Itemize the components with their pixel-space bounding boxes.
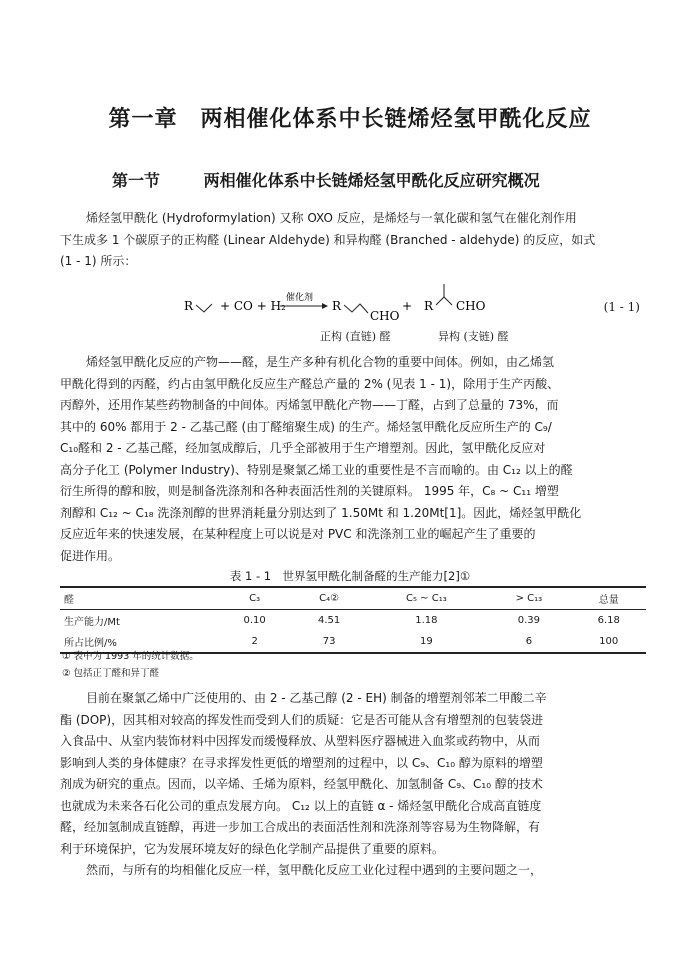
text-line: 入食品中、从室内装饰材料中因挥发而缓慢释放、从塑料医疗器械进入血浆或药物中，从而 [60,734,541,748]
text-line: 也就成为未来各石化公司的重点发展方向。 C₁₂ 以上的直链 α - 烯烃氢甲酰化合成高直链度 [60,798,542,813]
text-line: 利于环境保护，它为发展环境友好的绿色化学制产品提供了重要的原料。 [60,841,445,856]
table-caption: 表 1 - 1 世界氢甲酰化制备醛的生产能力[2]① [229,569,471,583]
text-line: 高分子化工 (Polymer Industry)、特别是聚氯乙烯工业的重要性是不言而喻的。由 C₁₂ 以上的醛 [60,462,573,477]
product2-cho: CHO [456,299,486,313]
text-line: 下生成多 1 个碳原子的正构醛 (Linear Aldehyde) 和异构醛 (Branched - aldehyde) 的反应，如式 [60,232,596,247]
table-cell: 1.18 [415,615,438,626]
table-header-cell: 醛 [60,587,217,610]
table-header-cell: 总量 [571,587,646,610]
table-cell: 100 [571,631,646,653]
table-cell: 19 [366,631,486,653]
text-line: C₁₀醛和 2 - 乙基己醛，经加氢成醇后，几乎全部被用于生产增塑剂。因此，氢甲酰化反应对 [60,441,546,455]
product2-r: R [424,299,434,313]
arrow-head [322,303,328,309]
table-header-cell: C₅ ~ C₁₃ [366,587,486,610]
table-cell: 6.18 [597,615,620,626]
chapter-title: 第一章 两相催化体系中长链烯烃氢甲酰化反应 [108,107,592,132]
table-header-cell: C₃ [217,587,292,610]
text-line: 促进作用。 [60,548,121,563]
reactant-plus: + CO + H₂ [220,299,286,313]
table-row [60,610,646,632]
table-cell: 0.39 [517,615,541,626]
section-heading: 两相催化体系中长链烯烃氢甲酰化反应研究概况 [203,171,540,190]
equation-number: (1 - 1) [603,300,640,314]
table-cell: 所占比例/% [60,631,217,653]
text-line: 衍生所得的醇和胺，则是制备洗涤剂和各种表面活性剂的关键原料。 1995 年，C₈ ~ C₁₁ 增塑 [60,484,559,498]
table-header-row [60,587,646,610]
text-line: (1 - 1) 所示： [60,254,137,268]
text-line: 烯烃氢甲酰化 (Hydroformylation) 又称 OXO 反应，是烯烃与一氧化碳和氢气在催化剂作用 [86,211,577,225]
table-cell: 2 [217,631,292,653]
catalyst-label: 催化剂 [286,293,314,303]
branched-aldehyde-label: 异构 (支链) 醛 [438,330,509,343]
table-cell: 6 [486,631,571,653]
paragraph-plasticizers [60,688,645,882]
product1-chain [344,304,368,313]
product1-r: R [332,299,342,313]
text-line: 剂成为研究的重点。因而，以辛烯、壬烯为原料，经氢甲酰化、加氢制备 C₉、C₁₀ 醇的技术 [60,777,543,791]
text-line: 影响到人类的身体健康？在寻求挥发性更低的增塑剂的过程中，以 C₉、C₁₀ 醇为原料的增塑 [60,755,543,770]
table-cell: 生产能力/Mt [64,617,120,628]
text-line: 烯烃氢甲酰化反应的产物——醛，是生产多种有机化合物的重要中间体。例如，由乙烯氢 [86,355,555,369]
production-capacity-table [60,586,646,654]
reaction-equation [180,280,640,343]
section-title [112,168,540,191]
reactant-r: R [184,299,194,313]
text-line: 醛，经加氢制成直链醇，再进一步加工合成出的表面活性剂和洗涤剂等容易为生物降解，有 [60,820,541,834]
alkene-bond [196,304,212,312]
product-plus: + [402,299,413,313]
text-line: 甲酰化得到的丙醛，约占由氢甲酰化反应生产醛总产量的 2% (见表 1 - 1)，除用于生产丙酸、 [60,376,560,391]
text-line: 目前在聚氯乙烯中广泛使用的、由 2 - 乙基己醇 (2 - EH) 制备的增塑剂邻苯二甲酸二辛 [86,691,547,705]
paragraph-products [60,352,645,567]
text-line: 酯 (DOP)，因其相对较高的挥发性而受到人们的质疑：它是否可能从含有增塑剂的包装袋进 [60,712,544,727]
product2-chain [436,297,452,305]
table-notes [62,648,199,682]
section-number: 第一节 [112,171,161,190]
table-note: ② 包括正丁醛和异丁醛 [62,668,160,679]
linear-aldehyde-label: 正构 (直链) 醛 [320,330,391,343]
table-cell: 4.51 [317,615,341,626]
table-note: ① 表中为 1993 年的统计数据。 [62,651,199,662]
text-line: 反应近年来的快速发展，在某种程度上可以说是对 PVC 和洗涤剂工业的崛起产生了重要的 [60,527,536,541]
text-line: 然而，与所有的均相催化反应一样，氢甲酰化反应工业化过程中遇到的主要问题之一， [86,863,543,877]
table-cell: 73 [292,631,367,653]
product1-cho: CHO [370,309,400,323]
paragraph-intro [60,208,645,273]
text-line: 剂醇和 C₁₂ ~ C₁₈ 洗涤剂醇的世界消耗量分别达到了 1.50Mt 和 1.20Mt[1]。因此，烯烃氢甲酰化 [60,505,582,520]
table-cell: 0.10 [243,615,266,626]
text-line: 丙醇外，还用作某些药物制备的中间体。丙烯氢甲酰化产物——丁醛，占到了总量的 73%，而 [60,398,559,412]
text-line: 其中的 60% 都用于 2 - 乙基己醛 (由丁醛缩聚生成) 的生产。烯烃氢甲酰化反应所生产的 C₉/ [60,419,552,434]
table-header-cell: C₄② [292,587,367,610]
table-header-cell: > C₁₃ [486,587,571,610]
